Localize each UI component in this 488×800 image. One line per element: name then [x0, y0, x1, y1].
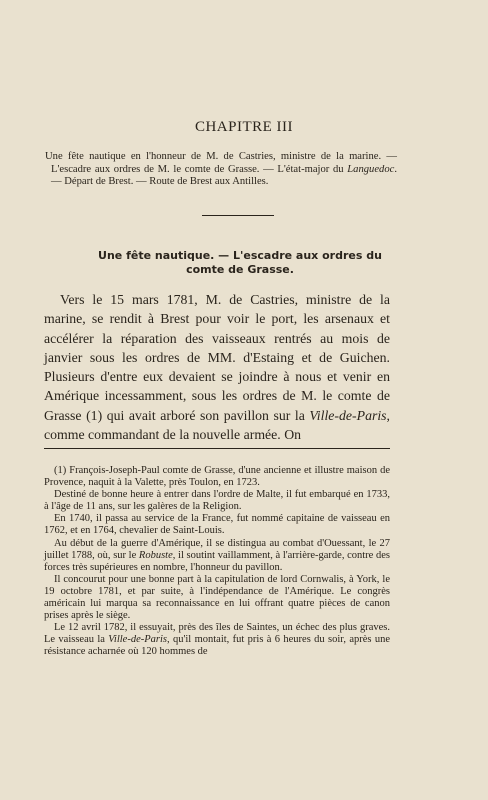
summary-ship-name: Languedoc — [347, 163, 395, 175]
body-text-start: Vers le 15 mars 1781, M. de Castries, ministre de la marine, se rendit à Brest pour voir le port, les arsenaux et accélérer la réparation des vaisseaux rentrés au mois de janvier sous les ordres de MM. d'Estaing et de Guichen. Plusieurs d'entre eux devaient se joindre à nous et venir en Amérique incessamment, sous les ordres de M. le comte de Grasse (1) qui avait arboré son pavillon sur la — [44, 292, 390, 423]
footnote-4-ship-name: Robuste — [138, 549, 173, 561]
section-heading-line-1: Une fête nautique. — L'escadre aux ordres du — [98, 249, 382, 262]
footnote-2: Destiné de bonne heure à entrer dans l'ordre de Malte, il fut embarqué en 1733, à l'âge de 11 ans, sur les galères de la Religion. — [44, 489, 390, 513]
footnote-6-end: , qu'il montait, fut pris à 6 heures du soir, après une résistance acharnée où 120 hommes de — [44, 634, 390, 658]
short-divider — [202, 215, 274, 216]
footnote-divider — [44, 448, 390, 449]
summary-paragraph — [45, 151, 397, 189]
footnote-1: (1) François-Joseph-Paul comte de Grasse, d'une ancienne et illustre maison de Provence, naquit à la Valette, près Toulon, en 1723. — [44, 465, 390, 489]
body-paragraph — [44, 290, 390, 444]
chapter-summary — [45, 151, 397, 189]
footnote-5: Il concourut pour une bonne part à la capitulation de lord Cornwalis, à York, le 19 octobre 1781, et par suite, à l'indépendance de l'Amérique. Le congrès américain lui marqua sa reconnaissance en lui offrant quatre pièces de canon prises après le siège. — [44, 573, 390, 622]
footnote-4-end: , il soutint vaillamment, à l'arrière-garde, contre des forces très supérieures en nombre, l'honneur du pavillon. — [44, 549, 390, 573]
body-text — [44, 290, 390, 444]
footnote-4-start: Au début de la guerre d'Amérique, il se distingua au combat d'Ouessant, le 27 juillet 1788, où, sur le — [44, 537, 390, 561]
section-heading — [70, 249, 410, 277]
footnotes — [44, 465, 390, 659]
footnote-6 — [44, 622, 390, 658]
footnote-3: En 1740, il passa au service de la France, fut nommé capitaine de vaisseau en 1762, et en 1764, chevalier de Saint-Louis. — [44, 513, 390, 537]
body-text-end: , comme commandant de la nouvelle armée. On — [44, 407, 390, 443]
footnote-4 — [44, 538, 390, 574]
footnote-6-ship-name: Ville-de-Paris — [108, 634, 168, 646]
footnote-6-start: Le 12 avril 1782, il essuyait, près des îles de Saintes, un échec des plus graves. Le vaisseau la — [44, 622, 390, 646]
section-heading-line-2: comte de Grasse. — [186, 263, 294, 276]
summary-text-end: . — Départ de Brest. — Route de Brest aux Antilles. — [51, 163, 397, 188]
summary-text-start: Une fête nautique en l'honneur de M. de Castries, ministre de la marine. — L'escadre aux ordres de M. le comte de Grasse. — L'état-major du — [45, 151, 397, 175]
body-ship-name: Ville-de-Paris — [309, 407, 387, 423]
chapter-title: CHAPITRE III — [194, 119, 294, 135]
